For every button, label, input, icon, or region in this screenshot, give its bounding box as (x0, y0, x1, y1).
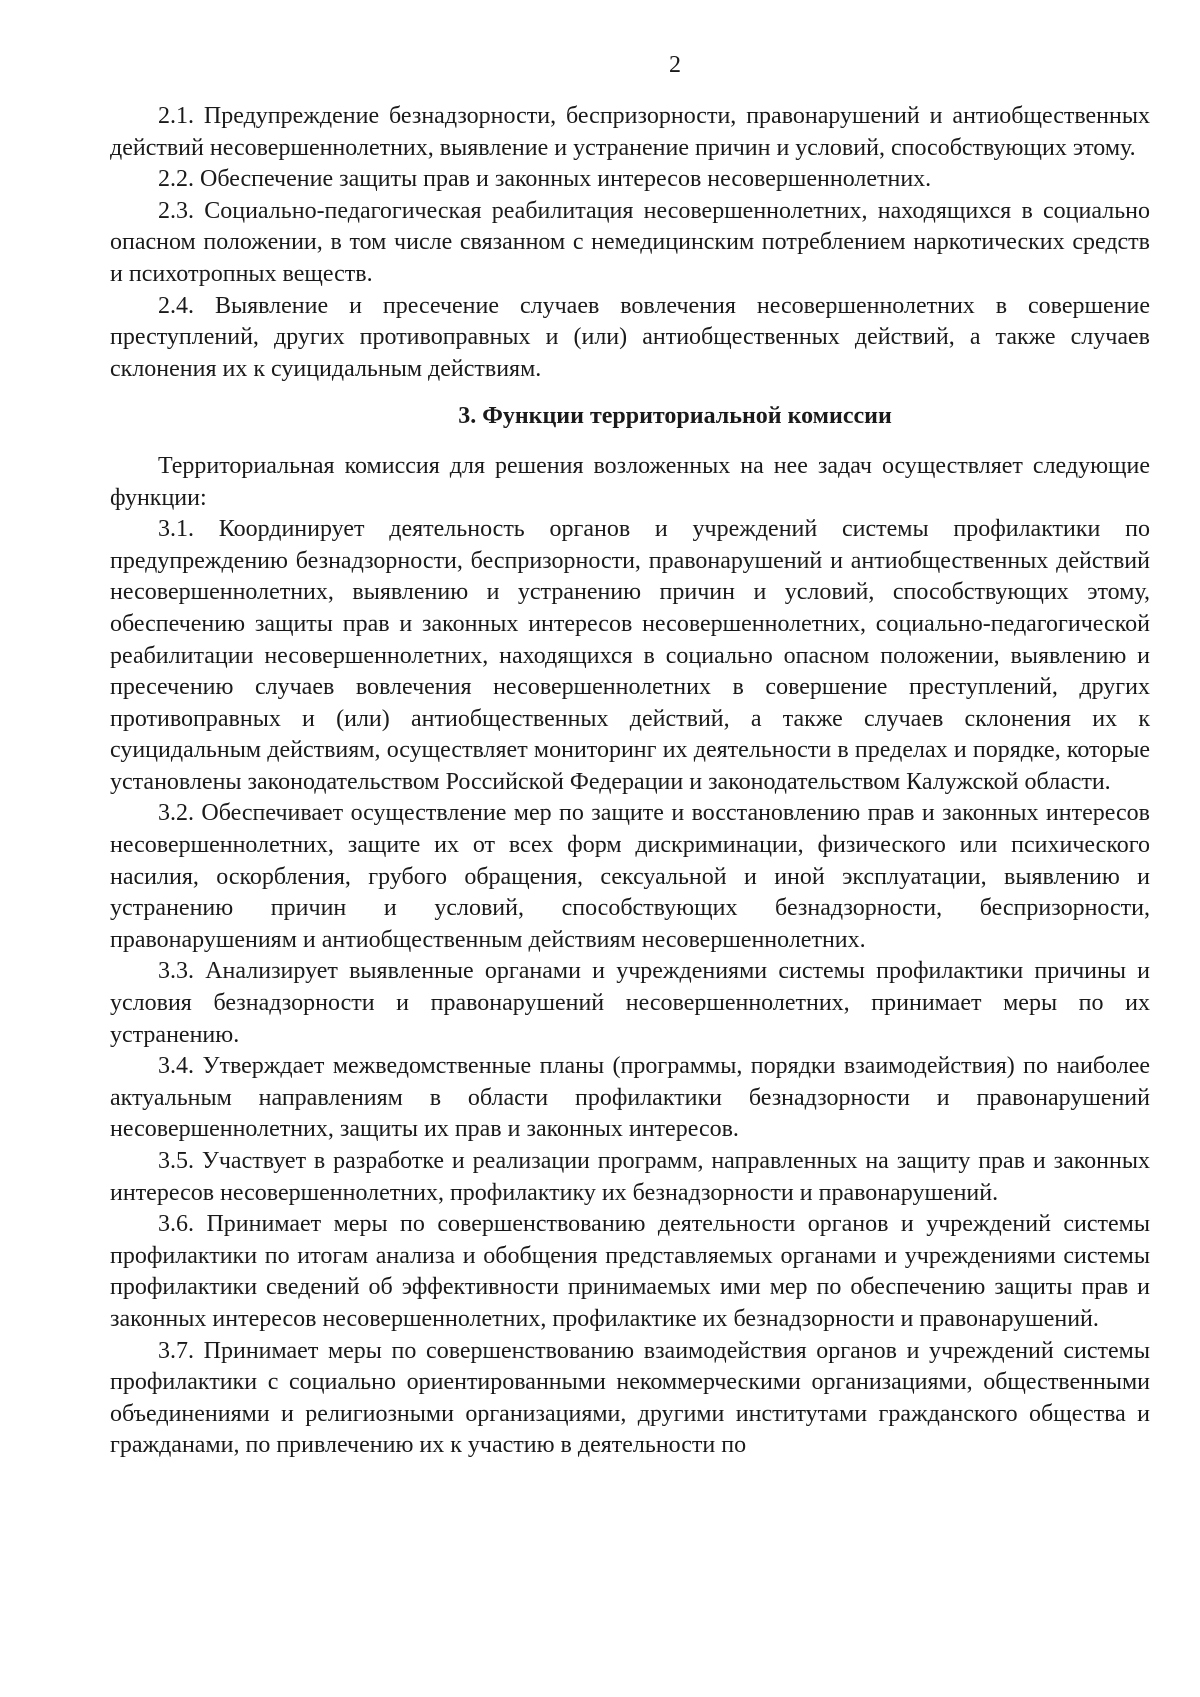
section-3-intro: Территориальная комиссия для решения возложенных на нее задач осуществляет следующие функции: (110, 452, 1150, 511)
section-3-heading: 3. Функции территориальной комиссии (458, 403, 892, 430)
page-number: 2 (669, 52, 681, 78)
paragraph-3-3: 3.3. Анализирует выявленные органами и учреждениями системы профилактики причины и условия безнадзорности и правонарушений несовершеннолетних, принимает меры по их устранению. (110, 958, 1150, 1048)
paragraph-3-5: 3.5. Участвует в разработке и реализации программ, направленных на защиту прав и законных интересов несовершеннолетних, профилактику их безнадзорности и правонарушений. (110, 1148, 1150, 1206)
paragraph-3-6: 3.6. Принимает меры по совершенствованию деятельности органов и учреждений системы профилактики по итогам анализа и обобщения представляемых органами и учреждениями системы профилактики сведений об эффективности принимаемых ими мер по обеспечению защиты прав и законных интересов несовершеннолетних, профилактике их безнадзорности и правонарушений. (110, 1211, 1150, 1332)
paragraph-2-4: 2.4. Выявление и пресечение случаев вовлечения несовершеннолетних в совершение преступлений, других противоправных и (или) антиобщественных действий, а также случаев склонения их к суицидальным действиям. (110, 292, 1150, 382)
paragraph-3-7: 3.7. Принимает меры по совершенствованию взаимодействия органов и учреждений системы профилактики с социально ориентированными некоммерческими организациями, общественными объединениями и религиозными организациями, другими институтами гражданского общества и гражданами, по привлечению их к участию в деятельности по (110, 1337, 1150, 1459)
paragraph-3-2: 3.2. Обеспечивает осуществление мер по защите и восстановлению прав и законных интересов несовершеннолетних, защите их от всех форм дискриминации, физического или психического насилия, оскорбления, грубого обращения, сексуальной и иной эксплуатации, выявлению и устранению причин и условий, способствующих безнадзорности, беспризорности, правонарушениям и антиобщественным действиям несовершеннолетних. (110, 800, 1150, 953)
paragraph-2-2: 2.2. Обеспечение защиты прав и законных интересов несовершеннолетних. (158, 166, 932, 193)
paragraph-2-1: 2.1. Предупреждение безнадзорности, беспризорности, правонарушений и антиобщественных действий несовершеннолетних, выявление и устранение причин и условий, способствующих этому. (110, 103, 1150, 161)
paragraph-2-3: 2.3. Социально-педагогическая реабилитация несовершеннолетних, находящихся в социально опасном положении, в том числе связанном с немедицинским потреблением наркотических средств и психотропных веществ. (110, 197, 1150, 287)
paragraph-3-1: 3.1. Координирует деятельность органов и учреждений системы профилактики по предупреждению безнадзорности, беспризорности, правонарушений и антиобщественных действий несовершеннолетних, выявлению и устранению причин и условий, способствующих этому, обеспечению защиты прав и законных интересов несовершеннолетних, социально-педагогической реабилитации несовершеннолетних, находящихся в социально опасном положении, выявлению и пресечению случаев вовлечения несовершеннолетних в совершение преступлений, других противоправных и (или) антиобщественных действий, а также случаев склонения их к суицидальным действиям, осуществляет мониторинг их деятельности в пределах и порядке, которые установлены законодательством Российской Федерации и законодательством Калужской области. (110, 516, 1150, 795)
paragraph-3-4: 3.4. Утверждает межведомственные планы (программы, порядки взаимодействия) по наиболее актуальным направлениям в области профилактики безнадзорности и правонарушений несовершеннолетних, защиты их прав и законных интересов. (110, 1053, 1150, 1143)
